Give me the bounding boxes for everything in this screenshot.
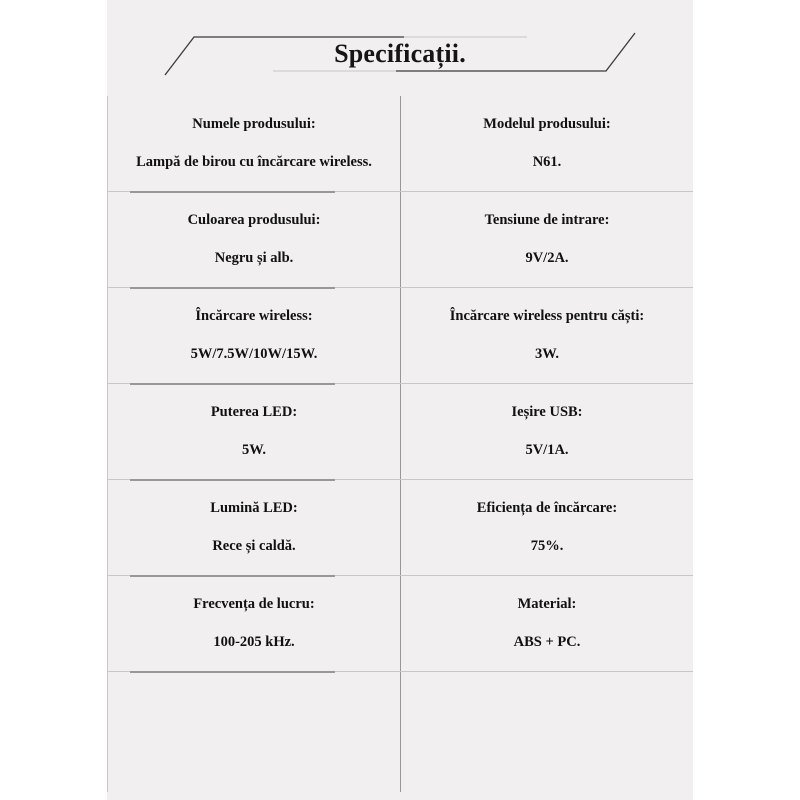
spec-label: Frecvența de lucru:	[193, 596, 315, 613]
spec-value: N61.	[532, 153, 562, 170]
table-row	[107, 192, 693, 288]
page-title: Specificații.	[334, 39, 466, 68]
spec-label: Încărcare wireless:	[195, 308, 313, 325]
spec-cell-right	[400, 96, 693, 191]
spec-label: Material:	[517, 596, 577, 613]
spec-value: Rece și caldă.	[212, 537, 296, 554]
spec-value: 100-205 kHz.	[213, 633, 295, 650]
table-row	[107, 576, 693, 672]
spec-value: 5W/7.5W/10W/15W.	[190, 345, 318, 362]
spec-cell-left	[107, 96, 400, 191]
spec-label: Modelul produsului:	[483, 116, 611, 133]
spec-value: 5W.	[241, 441, 267, 458]
table-row	[107, 672, 693, 792]
spec-cell-right	[400, 576, 693, 671]
spec-cell-right	[400, 672, 693, 792]
spec-cell-left	[107, 384, 400, 479]
spec-cell-left	[107, 192, 400, 287]
spec-value: Negru și alb.	[214, 249, 294, 266]
spec-cell-right	[400, 192, 693, 287]
spec-value: 9V/2A.	[525, 249, 569, 266]
table-row	[107, 480, 693, 576]
spec-cell-left	[107, 480, 400, 575]
spec-label: Tensiune de intrare:	[484, 212, 610, 229]
spec-value: 75%.	[530, 537, 564, 554]
spec-cell-left	[107, 576, 400, 671]
spec-value: ABS + PC.	[513, 633, 581, 650]
specification-table	[107, 96, 693, 792]
spec-label: Puterea LED:	[210, 404, 298, 421]
table-row	[107, 384, 693, 480]
table-row	[107, 96, 693, 192]
spec-label: Lumină LED:	[210, 500, 298, 517]
spec-cell-right	[400, 288, 693, 383]
spec-label: Ieșire USB:	[511, 404, 583, 421]
spec-value: 3W.	[534, 345, 560, 362]
spec-cell-right	[400, 384, 693, 479]
spec-label: Eficiența de încărcare:	[476, 500, 618, 517]
spec-cell-right	[400, 480, 693, 575]
title-block	[107, 18, 693, 90]
spec-value: 5V/1A.	[525, 441, 569, 458]
spec-label: Încărcare wireless pentru căști:	[449, 308, 645, 325]
spec-label: Culoarea produsului:	[187, 212, 321, 229]
spec-cell-left	[107, 288, 400, 383]
table-row	[107, 288, 693, 384]
spec-label: Numele produsului:	[192, 116, 316, 133]
spec-value: Lampă de birou cu încărcare wireless.	[136, 153, 372, 170]
spec-cell-left	[107, 672, 400, 792]
